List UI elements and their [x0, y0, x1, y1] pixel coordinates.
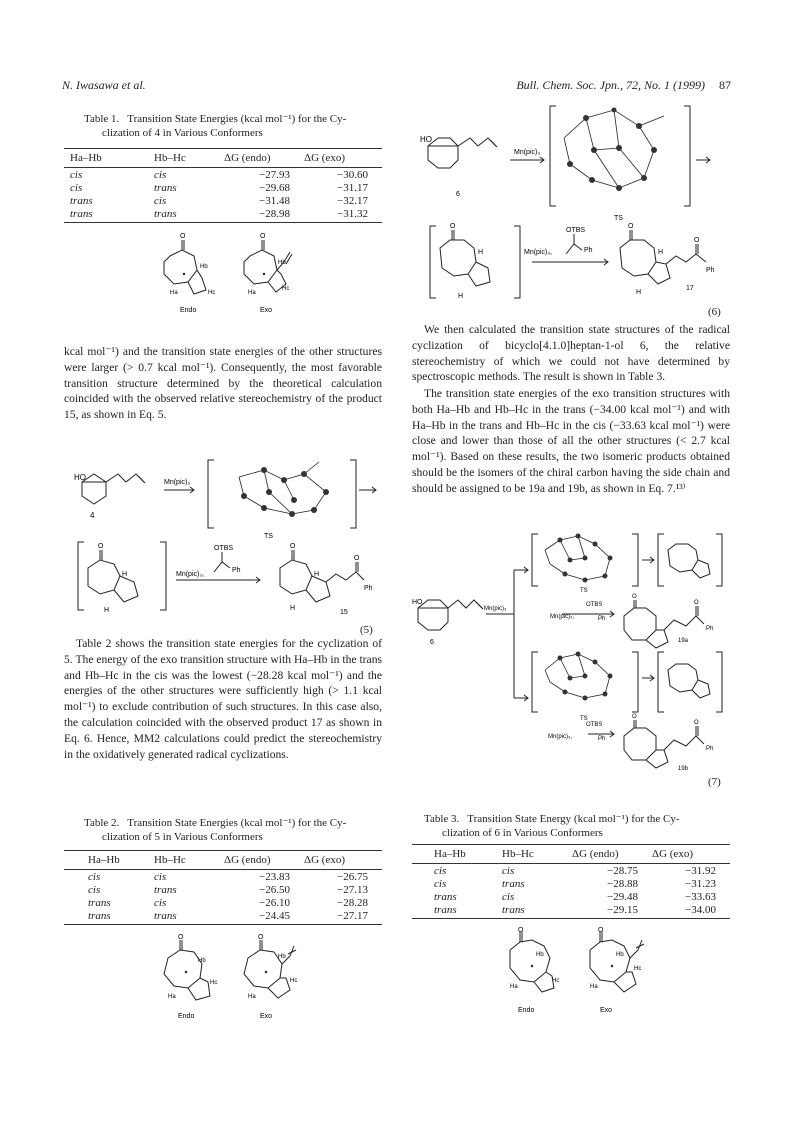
otbs-label: OTBS	[586, 602, 603, 608]
ha-label: Ha	[590, 984, 598, 990]
table1-caption-line1: Transition State Energies (kcal mol⁻¹) for the Cy-	[127, 113, 347, 125]
table2-structures-figure	[150, 932, 310, 1024]
radical-dot	[183, 273, 185, 275]
bracket-right	[684, 106, 690, 206]
oxygen-label: O	[694, 600, 699, 606]
hb-label: Hb	[536, 952, 544, 958]
reagent-label: Mn(pic)₃,	[548, 734, 573, 740]
bracket-left	[550, 106, 556, 206]
h-label: H	[658, 249, 664, 256]
table-cell: trans	[88, 896, 111, 909]
oxygen-label: O	[598, 927, 604, 934]
oxygen-label: O	[450, 223, 456, 230]
table-row	[64, 870, 382, 884]
ring-endo	[164, 950, 202, 988]
oxygen-label: O	[260, 233, 266, 240]
table2-label: Table 2.	[84, 817, 120, 829]
ph-label: Ph	[706, 267, 715, 274]
table-cell: trans	[412, 903, 502, 919]
ph-label: Ph	[598, 736, 606, 742]
table1-caption	[84, 112, 384, 140]
ts-label: TS	[580, 588, 588, 594]
page-number: 87	[719, 78, 731, 92]
h-label: H	[290, 605, 296, 612]
h-label: H	[478, 249, 484, 256]
table-cell: −28.28	[337, 896, 368, 909]
table2	[64, 850, 382, 925]
equation-7-scheme	[410, 520, 734, 778]
table-cell: trans	[502, 877, 525, 890]
table-cell: −31.23	[685, 877, 716, 890]
reagent-label: Mn(pic)₃,	[524, 249, 553, 256]
table-cell: trans	[154, 883, 177, 896]
exo-label: Exo	[600, 1007, 613, 1014]
oxygen-label: O	[518, 927, 524, 934]
h-label: H	[636, 289, 642, 296]
table-cell: cis	[88, 870, 101, 883]
table-cell: −31.48	[259, 194, 290, 207]
table3-structures-figure	[496, 926, 656, 1018]
exo-label: Exo	[260, 1013, 273, 1020]
table-cell: −26.10	[259, 896, 290, 909]
hb-label: Hb	[278, 954, 286, 960]
oxygen-label: O	[632, 594, 637, 600]
table3-col-header: Hb–Hc	[502, 845, 572, 864]
table-cell: cis	[434, 877, 447, 890]
table1-col-header: ΔG (endo)	[224, 149, 304, 168]
table-row	[64, 181, 382, 194]
compound-6-label: 6	[430, 639, 434, 646]
table2-caption-line1: Transition State Energies (kcal mol⁻¹) for the Cy-	[127, 817, 347, 829]
table3-caption	[424, 812, 734, 840]
table2-header-row	[64, 851, 382, 870]
table-cell: −26.75	[337, 870, 368, 883]
table-row	[64, 883, 382, 896]
table-cell: −23.83	[259, 870, 290, 883]
table-cell: cis	[88, 883, 101, 896]
equation-number-5: (5)	[360, 624, 373, 636]
left-paragraph-2: Table 2 shows the transition state energies for the cyclization of 5. The energy of the exo transition structure with Ha–Hb in the trans and Hb–Hc in the cis was the lowest (−28.28 kcal mol⁻¹) and the energies of the other structures were sufficiently high (> 1.1 kcal mol⁻¹) to exclude contribution of such structures. In this case also, the calculation coincided with the observed product 17 as shown in Eq. 6. Hence, MM2 calculations could predict the stereochemistry in the oxidatively generated radical cyclizations.	[64, 637, 382, 761]
hc-label: Hc	[634, 966, 642, 972]
table3-header-row	[412, 845, 730, 864]
ho-label: HO	[420, 135, 432, 144]
table-row	[412, 903, 730, 919]
table-cell: −31.17	[337, 181, 368, 194]
oxygen-label: O	[694, 720, 699, 726]
oxygen-label: O	[628, 223, 634, 230]
equation-number-7: (7)	[708, 776, 721, 788]
exo-label: Exo	[260, 307, 273, 314]
table3	[412, 844, 730, 919]
reagent-label: Mn(pic)₃,	[176, 571, 205, 578]
table3-caption-line2: clization of 6 in Various Conformers	[442, 827, 603, 839]
table3-col-header: ΔG (exo)	[652, 845, 730, 864]
hb-label: Hb	[616, 952, 624, 958]
table-cell: trans	[64, 207, 154, 223]
ph-label: Ph	[584, 247, 593, 254]
ha-label: Ha	[248, 994, 256, 1000]
table-cell: cis	[154, 168, 167, 181]
table1-col-header: Hb–Hc	[154, 149, 224, 168]
table-cell: trans	[154, 909, 224, 925]
table-cell: −28.75	[607, 864, 638, 877]
table-cell: trans	[502, 903, 572, 919]
oxygen-label: O	[98, 543, 104, 550]
compound-19b-label: 19b	[678, 766, 689, 772]
ring-endo	[510, 940, 550, 982]
equation-6-scheme	[414, 98, 734, 306]
table-cell: cis	[154, 194, 167, 207]
hb-label: Hb	[278, 260, 286, 266]
table-cell: −26.50	[259, 883, 290, 896]
otbs-label: OTBS	[214, 545, 234, 552]
reagent-label: Mn(pic)₃,	[550, 614, 575, 620]
otbs-label: OTBS	[586, 722, 603, 728]
oxygen-label: O	[354, 555, 360, 562]
ts-label: TS	[580, 716, 588, 722]
table2-caption-line2: clization of 5 in Various Conformers	[102, 831, 263, 843]
oxygen-label: O	[290, 543, 296, 550]
table-cell: −27.17	[304, 909, 382, 925]
right-paragraph-1: We then calculated the transition state structures of the radical cyclization of bicyclo[4.1.0]heptan-1-ol 6, the relative stereochemistry of which we could not have determined by spectroscopic methods. The result is shown in Table 3.	[412, 323, 730, 384]
table-row	[64, 896, 382, 909]
table-cell: trans	[434, 890, 457, 903]
table-row	[64, 207, 382, 223]
ph-label: Ph	[706, 746, 714, 752]
hb-label: Hb	[198, 958, 206, 964]
table-cell: −30.60	[337, 168, 368, 181]
table-cell: trans	[70, 194, 93, 207]
hc-label: Hc	[282, 286, 290, 292]
equation-number-6: (6)	[708, 306, 721, 318]
table3-caption-line1: Transition State Energy (kcal mol⁻¹) for the Cy-	[467, 813, 680, 825]
ring-exo	[244, 250, 277, 284]
table-cell: −33.63	[685, 890, 716, 903]
ring-endo	[164, 250, 197, 284]
table3-label: Table 3.	[424, 813, 460, 825]
table-row	[412, 877, 730, 890]
table2-col-header: ΔG (exo)	[304, 851, 382, 870]
compound-4-label: 4	[90, 511, 95, 520]
radical-dot	[185, 971, 187, 973]
table-cell: cis	[70, 181, 83, 194]
table-cell: −27.93	[259, 168, 290, 181]
reagent-label: Mn(pic)₃	[484, 606, 507, 612]
radical-dot	[265, 971, 267, 973]
table-cell: −27.13	[337, 883, 368, 896]
endo-label: Endo	[518, 1007, 535, 1014]
table-cell: cis	[154, 870, 167, 883]
ts-label: TS	[614, 215, 623, 222]
table3-col-header: Ha–Hb	[412, 845, 502, 864]
table-cell: −31.92	[685, 864, 716, 877]
hc-label: Hc	[552, 978, 560, 984]
hc-label: Hc	[208, 290, 216, 296]
table-cell: −29.48	[607, 890, 638, 903]
right-paragraph-2: The transition state energies of the exo transition structures with both Ha–Hb and Hb–Hc in the trans (−34.00 kcal mol⁻¹) and with Ha–Hb in the trans and Hb–Hc in the cis (−33.63 kcal mol⁻¹) were close and lower than those of all the other structures (< 2.7 kcal mol⁻¹). Based on these results, the two isomeric products obtained should be the isomers of the chiral carbon having the side chain and should be assigned to be 19a and 19b, as shown in Eq. 7.¹³⁾	[412, 387, 730, 495]
table1-label: Table 1.	[84, 113, 120, 125]
h-label: H	[314, 571, 320, 578]
table2-col-header: Hb–Hc	[154, 851, 224, 870]
endo-label: Endo	[180, 307, 197, 314]
table-cell: trans	[154, 181, 177, 194]
table1	[64, 148, 382, 223]
table-cell: cis	[502, 890, 515, 903]
table-cell: cis	[70, 168, 83, 181]
ring-exo	[244, 950, 282, 988]
ph-label: Ph	[232, 567, 241, 574]
table-cell: −32.17	[337, 194, 368, 207]
hc-label: Hc	[210, 980, 218, 986]
hb-label: Hb	[200, 264, 208, 270]
table-cell: cis	[502, 864, 515, 877]
table-cell: −28.88	[607, 877, 638, 890]
table-cell: trans	[64, 909, 154, 925]
table-row	[412, 890, 730, 903]
oxygen-label: O	[694, 237, 700, 244]
ph-label: Ph	[364, 585, 373, 592]
table1-structures-figure	[150, 228, 310, 316]
otbs-label: OTBS	[566, 227, 586, 234]
table1-header-row	[64, 149, 382, 168]
ph-label: Ph	[598, 616, 606, 622]
endo-label: Endo	[178, 1013, 195, 1020]
ph-label: Ph	[706, 626, 714, 632]
table2-col-header: ΔG (endo)	[224, 851, 304, 870]
compound-19a-label: 19a	[678, 638, 689, 644]
bracket-right	[350, 460, 356, 528]
oxygen-label: O	[178, 934, 184, 941]
table-cell: −24.45	[224, 909, 304, 925]
table2-col-header: Ha–Hb	[64, 851, 154, 870]
table-cell: −34.00	[652, 903, 730, 919]
running-header-authors: N. Iwasawa et al.	[62, 78, 146, 92]
table-cell: cis	[434, 864, 447, 877]
h-label: H	[104, 607, 110, 614]
table1-col-header: Ha–Hb	[64, 149, 154, 168]
table-cell: −31.32	[304, 207, 382, 223]
reagent-label: Mn(pic)₃	[164, 479, 191, 486]
table-row	[64, 909, 382, 925]
table2-caption	[84, 816, 384, 844]
ha-label: Ha	[168, 994, 176, 1000]
table-cell: cis	[154, 896, 167, 909]
equation-5-scheme	[64, 452, 384, 624]
table-row	[412, 864, 730, 878]
table-cell: trans	[154, 207, 224, 223]
left-paragraph-1: kcal mol⁻¹) and the transition state energies of the other structures were larger (> 0.7 kcal mol⁻¹). Consequently, the most favorable transition structure determined by the theoretical calculation coincided with the observed relative stereochemistry of the product 15, as shown in Eq. 5.	[64, 345, 382, 422]
radical-dot	[531, 965, 533, 967]
table-row	[64, 194, 382, 207]
table-cell: −29.15	[572, 903, 652, 919]
radical-dot	[263, 273, 265, 275]
ha-label: Ha	[248, 290, 256, 296]
ha-label: Ha	[510, 984, 518, 990]
oxygen-label: O	[632, 714, 637, 720]
table3-col-header: ΔG (endo)	[572, 845, 652, 864]
bracket-left	[208, 460, 214, 528]
table1-caption-line2: clization of 4 in Various Conformers	[102, 127, 263, 139]
ts-label: TS	[264, 533, 273, 540]
table-cell: −28.98	[224, 207, 304, 223]
compound-15-label: 15	[340, 609, 348, 616]
ho-label: HO	[74, 473, 86, 482]
compound-6-label: 6	[456, 191, 460, 198]
h-label: H	[122, 571, 128, 578]
oxygen-label: O	[180, 233, 186, 240]
reagent-label: Mn(pic)₃	[514, 149, 541, 156]
cycloheptane-ring	[418, 600, 448, 630]
cycloheptane-ring	[428, 138, 458, 168]
ring-exo	[590, 940, 630, 982]
ha-label: Ha	[170, 290, 178, 296]
h-label: H	[458, 293, 464, 300]
oxygen-label: O	[258, 934, 264, 941]
running-header-journal	[516, 78, 731, 93]
journal-citation: Bull. Chem. Soc. Jpn., 72, No. 1 (1999)	[516, 78, 705, 92]
table-cell: −29.68	[259, 181, 290, 194]
table-row	[64, 168, 382, 182]
radical-dot	[611, 965, 613, 967]
table1-col-header: ΔG (exo)	[304, 149, 382, 168]
ho-label: HO	[412, 599, 423, 606]
compound-17-label: 17	[686, 285, 694, 292]
hc-label: Hc	[290, 978, 298, 984]
